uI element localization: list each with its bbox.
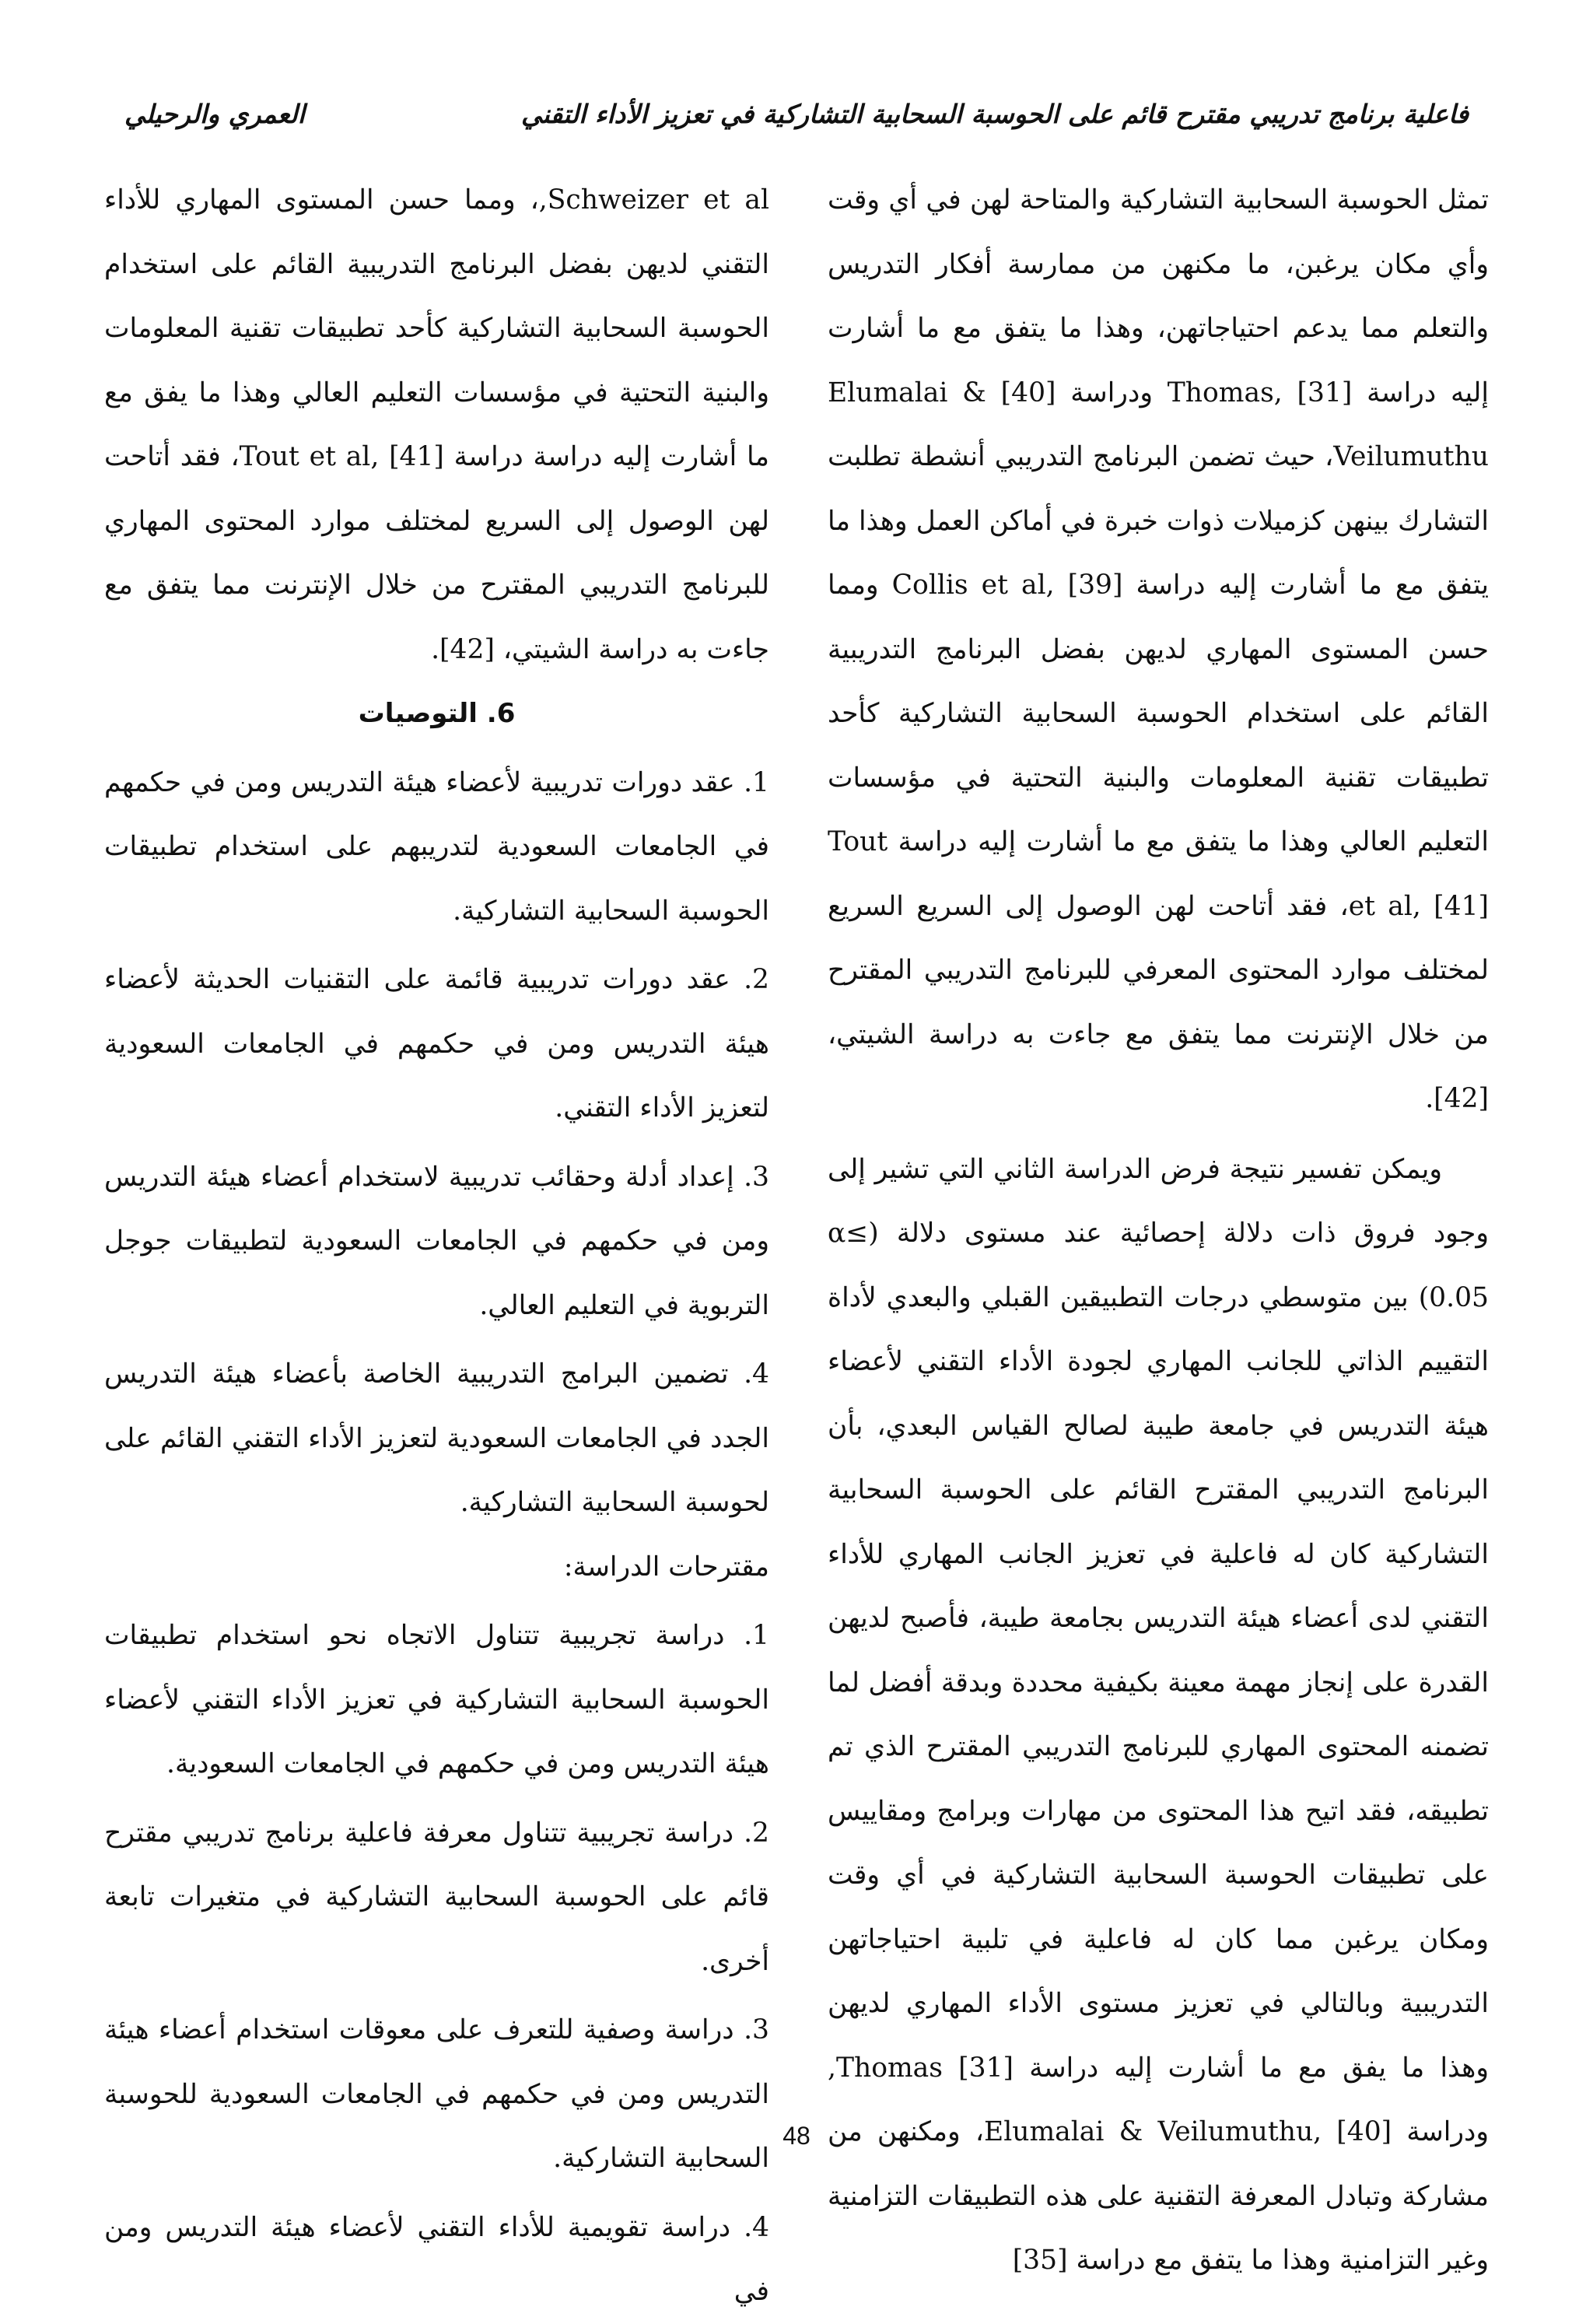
body-paragraph: Schweizer et al,، ومما حسن المستوى المهاري للأداء التقني لديهن بفضل البرنامج التدريبية القائم على استخدام الحوسبة السحابية التشاركية كأحد تطبيقات تقنية المعلومات والبنية التحتية في مؤسسات التعليم العالي وهذا ما يفق مع ما أشارت إليه دراسة دراسة Tout et al, [41]، فقد أتاحت لهن الوصول إلى السريع لمختلف موارد المحتوى المهاري للبرنامج التدريبي المقترح من خلال الإنترنت مما يتفق مع جاءت به دراسة الشيتي، [42]. — [104, 184, 770, 665]
header-authors: العمري والرحيلي — [124, 98, 305, 129]
left-column — [104, 168, 769, 2324]
suggestion-item: 4. دراسة تقويمية للأداء التقني لأعضاء هيئة التدريس ومن في — [104, 2211, 769, 2307]
recommendation-item: 4. تضمين البرامج التدريبية الخاصة بأعضاء هيئة التدريس الجدد في الجامعات السعودية لتعزيز الأداء التقني القائم على لحوسبة السحابية التشاركية. — [104, 1358, 769, 1518]
recommendation-item: 2. عقد دورات تدريبية قائمة على التقنيات الحديثة لأعضاء هيئة التدريس ومن في حكمهم في الجامعات السعودية لتعزيز الأداء التقني. — [104, 964, 769, 1123]
suggestion-item: 2. دراسة تجريبية تتناول معرفة فاعلية برنامج تدريبي مقترح قائم على الحوسبة السحابية التشاركية في متغيرات تابعة أخرى. — [104, 1817, 769, 1977]
header-title: فاعلية برنامج تدريبي مقترح قائم على الحوسبة السحابية التشاركية في تعزيز الأداء التقني — [521, 98, 1469, 129]
body-paragraph: تمثل الحوسبة السحابية التشاركية والمتاحة لهن في أي وقت وأي مكان يرغبن، ما مكنهن من ممارسة أفكار التدريس والتعلم مما يدعم احتياجاتهن، وهذا ما يتفق مع ما أشارت إليه دراسة Thomas, [31] ودراسة Elumalai & [40] Veilumuthu، حيث تضمن البرنامج التدريبي أنشطة تطلبت التشارك بينهن كزميلات ذوات خبرة في أماكن العمل وهذا ما يتفق مع ما أشارت إليه دراسة Collis et al, [39] ومما حسن المستوى المهاري لديهن بفضل البرنامج التدريبية القائم على استخدام الحوسبة السحابية التشاركية كأحد تطبيقات تقنية المعلومات والبنية التحتية في مؤسسات التعليم العالي وهذا ما يتفق مع ما أشارت إليه دراسة Tout et al, [41]، فقد أتاحت لهن الوصول إلى السريع السريع لمختلف موارد المحتوى المعرفي للبرنامج التدريبي المقترح من خلال الإنترنت مما يتفق مع جاءت به دراسة الشيتي، [42]. — [828, 184, 1489, 1114]
section-heading-recommendations: 6. التوصيات — [358, 698, 516, 729]
suggestions-heading: مقترحات الدراسة: — [563, 1551, 769, 1583]
right-column — [828, 168, 1489, 2293]
recommendation-item: 1. عقد دورات تدريبية لأعضاء هيئة التدريس ومن في حكمهم في الجامعات السعودية لتدريبهم على استخدام تطبيقات الحوسبة السحابية التشاركية. — [104, 766, 769, 927]
running-header — [124, 92, 1469, 135]
suggestion-item: 1. دراسة تجريبية تتناول الاتجاه نحو استخدام تطبيقات الحوسبة السحابية التشاركية في تعزيز الأداء التقني لأعضاء هيئة التدريس ومن في حكمهم في الجامعات السعودية. — [104, 1620, 769, 1779]
page-number: 48 — [782, 2122, 811, 2150]
body-paragraph: ويمكن تفسير نتيجة فرض الدراسة الثاني التي تشير إلى وجود فروق ذات دلالة إحصائية عند مستوى دلالة (α≤ 0.05) بين متوسطي درجات التطبيقين القبلي والبعدي لأداة التقييم الذاتي للجانب المهاري لجودة الأداء التقني لأعضاء هيئة التدريس في جامعة طيبة لصالح القياس البعدي، بأن البرنامج التدريبي المقترح القائم على الحوسبة السحابية التشاركية كان له فاعلية في تعزيز الجانب المهاري للأداء التقني لدى أعضاء هيئة التدريس بجامعة طيبة، فأصبح لديهن القدرة على إنجاز مهمة معينة بكيفية محددة وبدقة أفضل لما تضمنه المحتوى المهاري للبرنامج التدريبي المقترح الذي تم تطبيقه، فقد اتيح هذا المحتوى من مهارات وبرامج ومقاييس على تطبيقات الحوسبة السحابية التشاركية في أي وقت ومكان يرغبن مما كان له فاعلية في تلبية احتياجاتهن التدريبية وبالتالي في تعزيز مستوى الأداء المهاري لديهن وهذا ما يفق مع ما أشارت إليه دراسة [31] Thomas, ودراسة Elumalai & Veilumuthu, [40]، ومكنهن من مشاركة وتبادل المعرفة التقنية على هذه التطبيقات التزامنية وغير التزامنية وهذا ما يتفق مع دراسة [35] — [828, 1153, 1489, 2276]
suggestion-item: 3. دراسة وصفية للتعرف على معوقات استخدام أعضاء هيئة التدريس ومن في حكمهم في الجامعات السعودية للحوسبة السحابية التشاركية. — [104, 2014, 769, 2174]
recommendation-item: 3. إعداد أدلة وحقائب تدريبية لاستخدام أعضاء هيئة التدريس ومن في حكمهم في الجامعات السعودية لتطبيقات جوجل التربوية في التعليم العالي. — [104, 1161, 769, 1321]
